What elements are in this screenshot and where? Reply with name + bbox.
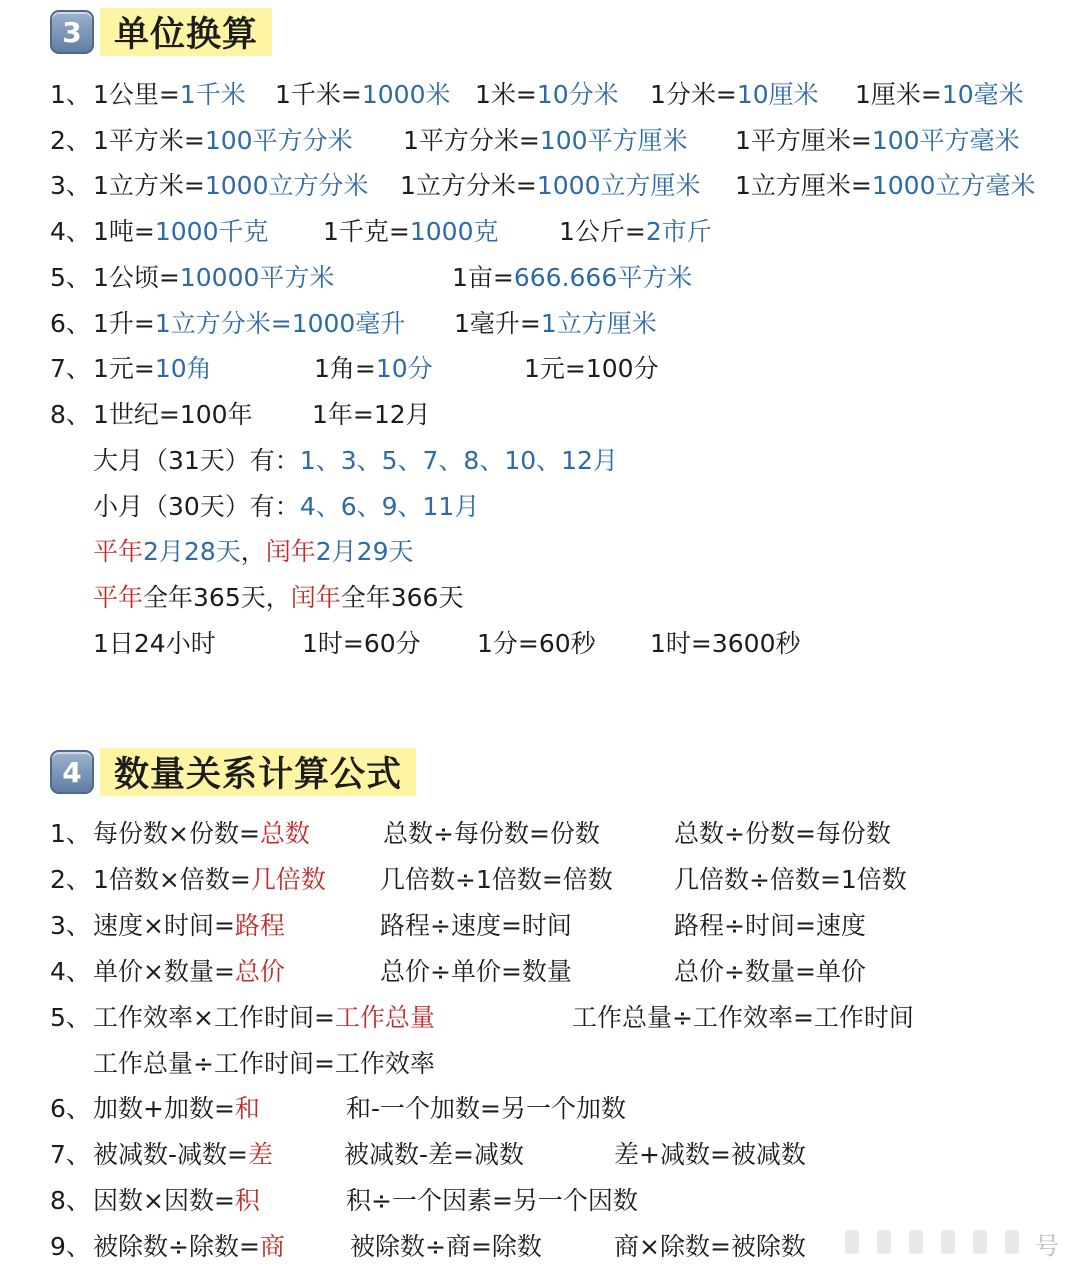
text-segment: 1公顷= xyxy=(93,263,180,292)
highlighted-value: 1000克 xyxy=(409,217,499,246)
text-segment: 全年366天 xyxy=(340,583,464,612)
section-4-title: 数量关系计算公式 xyxy=(100,748,416,796)
highlighted-value: 4、6、9、11月 xyxy=(299,492,480,521)
text-segment: 被除数÷商=除数 xyxy=(350,1232,542,1261)
row-item xyxy=(93,624,216,664)
text-segment: 1吨= xyxy=(93,217,155,246)
row-item xyxy=(346,1089,626,1129)
row-item xyxy=(572,998,914,1038)
highlighted-value: 666.666平方米 xyxy=(513,263,693,292)
text-segment: 被减数-差=减数 xyxy=(344,1140,524,1169)
highlighted-value: 1千米 xyxy=(179,80,246,109)
row-item xyxy=(674,906,866,946)
text-segment: 大月（31天）有： xyxy=(93,446,300,475)
highlighted-value: 10角 xyxy=(154,354,212,383)
section-3-title: 单位换算 xyxy=(100,8,272,56)
text-segment: ， xyxy=(240,537,266,566)
emphasized-term: 平年 xyxy=(93,583,144,612)
row-item xyxy=(93,1135,273,1175)
text-segment: 1元=100分 xyxy=(524,354,659,383)
text-segment: 被除数÷除数= xyxy=(93,1232,260,1261)
row-item xyxy=(93,1044,435,1084)
highlighted-value: 10厘米 xyxy=(736,80,819,109)
text-segment: 被减数-减数= xyxy=(93,1140,248,1169)
row-number: 7、 xyxy=(50,354,91,383)
watermark-text: 号 xyxy=(1035,1232,1059,1260)
row-number: 8、 xyxy=(50,400,91,429)
highlighted-value: 1、3、5、7、8、10、12月 xyxy=(299,446,618,475)
row-item xyxy=(735,166,1035,206)
text-segment: 1元= xyxy=(93,354,155,383)
row-item xyxy=(93,814,310,854)
row-item xyxy=(323,212,498,252)
emphasized-term: 工作总量 xyxy=(334,1003,435,1032)
row-number: 4、 xyxy=(50,217,91,246)
row-number: 1、 xyxy=(50,819,91,848)
emphasized-term: 商 xyxy=(259,1232,285,1261)
highlighted-value: 1000千克 xyxy=(154,217,269,246)
emphasized-term: 和 xyxy=(234,1094,260,1123)
text-segment: 总数÷每份数=份数 xyxy=(383,819,600,848)
text-segment: 几倍数÷1倍数=倍数 xyxy=(380,865,613,894)
text-segment: 全年365天， xyxy=(143,583,291,612)
row-item xyxy=(735,121,1020,161)
row-item xyxy=(93,166,368,206)
row-number: 2、 xyxy=(50,126,91,155)
row-item xyxy=(93,121,353,161)
text-segment: 总价÷单价=数量 xyxy=(380,957,572,986)
text-segment: 1世纪=100年 xyxy=(93,400,253,429)
text-segment: 1公里= xyxy=(93,80,180,109)
row-item xyxy=(650,624,800,664)
row-item xyxy=(559,212,712,252)
emphasized-term: 差 xyxy=(247,1140,273,1169)
row-item xyxy=(403,121,688,161)
row-item xyxy=(380,952,572,992)
highlighted-value: 2月 xyxy=(315,537,357,566)
text-segment: 单价×数量= xyxy=(93,957,235,986)
highlighted-value: 10毫米 xyxy=(941,80,1024,109)
row-item xyxy=(380,906,572,946)
text-segment: 1时=60分 xyxy=(302,629,421,658)
highlighted-value: 1000立方厘米 xyxy=(536,171,701,200)
text-segment: 1公斤= xyxy=(559,217,646,246)
row-number: 6、 xyxy=(50,309,91,338)
text-segment: 1升= xyxy=(93,309,155,338)
text-segment: 1角= xyxy=(314,354,376,383)
highlighted-value: 2市斤 xyxy=(645,217,712,246)
text-segment: 1千米= xyxy=(275,80,362,109)
highlighted-value: 100平方毫米 xyxy=(871,126,1020,155)
row-item xyxy=(452,258,692,298)
row-item xyxy=(614,1227,806,1267)
row-item xyxy=(93,998,435,1038)
text-segment: 1米= xyxy=(475,80,537,109)
text-segment: 1分米= xyxy=(650,80,737,109)
row-item xyxy=(93,952,285,992)
text-segment: 1平方米= xyxy=(93,126,205,155)
row-item xyxy=(477,624,596,664)
text-segment: 1立方米= xyxy=(93,171,205,200)
watermark-logo xyxy=(815,1224,1059,1260)
section-4-header xyxy=(50,748,416,796)
text-segment: 差+减数=被减数 xyxy=(614,1140,806,1169)
text-segment: 工作总量÷工作效率=工作时间 xyxy=(572,1003,914,1032)
row-number: 6、 xyxy=(50,1094,91,1123)
row-item xyxy=(93,1089,260,1129)
text-segment: 总价÷数量=单价 xyxy=(674,957,866,986)
row-item xyxy=(400,166,700,206)
row-item xyxy=(454,304,657,344)
section-4-number-badge: 4 xyxy=(50,750,94,794)
row-item xyxy=(275,75,450,115)
text-segment: 工作总量÷工作时间=工作效率 xyxy=(93,1049,435,1078)
text-segment: 几倍数÷倍数=1倍数 xyxy=(674,865,907,894)
row-item xyxy=(93,860,326,900)
highlighted-value: 1000米 xyxy=(361,80,451,109)
row-item xyxy=(383,814,600,854)
row-item xyxy=(380,860,613,900)
row-item xyxy=(614,1135,806,1175)
row-item xyxy=(346,1181,638,1221)
section-3-header xyxy=(50,8,272,56)
highlighted-value: 100平方分米 xyxy=(204,126,353,155)
row-number: 7、 xyxy=(50,1140,91,1169)
highlighted-value: 1000立方毫米 xyxy=(871,171,1036,200)
text-segment: 速度×时间= xyxy=(93,911,235,940)
highlighted-value: 1立方分米=1000毫升 xyxy=(154,309,406,338)
text-segment: 1立方分米= xyxy=(400,171,537,200)
row-item xyxy=(674,952,866,992)
section-3-number-badge: 3 xyxy=(50,10,94,54)
text-segment: 1时=3600秒 xyxy=(650,629,801,658)
row-number: 3、 xyxy=(50,911,91,940)
emphasized-term: 闰年 xyxy=(290,583,341,612)
highlighted-value: 1立方厘米 xyxy=(540,309,657,338)
emphasized-term: 几倍数 xyxy=(250,865,326,894)
emphasized-term: 积 xyxy=(234,1186,260,1215)
highlighted-value: 1000立方分米 xyxy=(204,171,369,200)
row-item xyxy=(312,395,431,435)
highlighted-value: 29天 xyxy=(356,537,414,566)
row-item xyxy=(93,395,253,435)
row-item xyxy=(93,1181,260,1221)
row-item xyxy=(93,349,212,389)
row-item xyxy=(93,578,463,618)
text-segment: 积÷一个因素=另一个因数 xyxy=(346,1186,638,1215)
emphasized-term: 总价 xyxy=(234,957,285,986)
row-item xyxy=(93,532,413,572)
highlighted-value: 2月 xyxy=(143,537,184,566)
row-item xyxy=(93,304,405,344)
text-segment: 1厘米= xyxy=(855,80,942,109)
text-segment: 小月（30天）有： xyxy=(93,492,300,521)
row-number: 4、 xyxy=(50,957,91,986)
row-number: 5、 xyxy=(50,1003,91,1032)
row-item xyxy=(344,1135,524,1175)
row-item xyxy=(674,814,891,854)
text-segment: 因数×因数= xyxy=(93,1186,235,1215)
row-item xyxy=(855,75,1024,115)
row-item xyxy=(93,487,479,527)
text-segment: 总数÷份数=每份数 xyxy=(674,819,891,848)
text-segment: 工作效率×工作时间= xyxy=(93,1003,335,1032)
text-segment: 1分=60秒 xyxy=(477,629,596,658)
row-item xyxy=(350,1227,542,1267)
emphasized-term: 平年 xyxy=(93,537,144,566)
text-segment: 1千克= xyxy=(323,217,410,246)
row-item xyxy=(93,258,334,298)
text-segment: 1亩= xyxy=(452,263,514,292)
text-segment: 加数+加数= xyxy=(93,1094,235,1123)
emphasized-term: 路程 xyxy=(234,911,285,940)
text-segment: 1日24小时 xyxy=(93,629,216,658)
text-segment: 每份数×份数= xyxy=(93,819,260,848)
highlighted-value: 100平方厘米 xyxy=(539,126,688,155)
row-number: 8、 xyxy=(50,1186,91,1215)
row-item xyxy=(650,75,819,115)
text-segment: 1平方分米= xyxy=(403,126,540,155)
highlighted-value: 10000平方米 xyxy=(179,263,335,292)
row-item xyxy=(524,349,659,389)
row-item xyxy=(93,212,268,252)
text-segment: 路程÷时间=速度 xyxy=(674,911,866,940)
text-segment: 1倍数×倍数= xyxy=(93,865,251,894)
row-number: 9、 xyxy=(50,1232,91,1261)
emphasized-term: 闰年 xyxy=(265,537,316,566)
text-segment: 1平方厘米= xyxy=(735,126,872,155)
row-number: 2、 xyxy=(50,865,91,894)
text-segment: 1毫升= xyxy=(454,309,541,338)
row-item xyxy=(93,906,285,946)
row-item xyxy=(93,441,618,481)
highlighted-value: 10分米 xyxy=(536,80,619,109)
highlighted-value: 10分 xyxy=(375,354,433,383)
row-item xyxy=(93,1227,285,1267)
row-number: 3、 xyxy=(50,171,91,200)
row-item xyxy=(302,624,421,664)
row-item xyxy=(93,75,246,115)
text-segment: 和-一个加数=另一个加数 xyxy=(346,1094,626,1123)
row-item xyxy=(674,860,907,900)
text-segment: 1年=12月 xyxy=(312,400,431,429)
emphasized-term: 总数 xyxy=(259,819,310,848)
row-item xyxy=(314,349,433,389)
text-segment: 路程÷速度=时间 xyxy=(380,911,572,940)
row-number: 5、 xyxy=(50,263,91,292)
text-segment: 1立方厘米= xyxy=(735,171,872,200)
highlighted-value: 28天 xyxy=(183,537,241,566)
text-segment: 商×除数=被除数 xyxy=(614,1232,806,1261)
row-item xyxy=(475,75,619,115)
row-number: 1、 xyxy=(50,80,91,109)
